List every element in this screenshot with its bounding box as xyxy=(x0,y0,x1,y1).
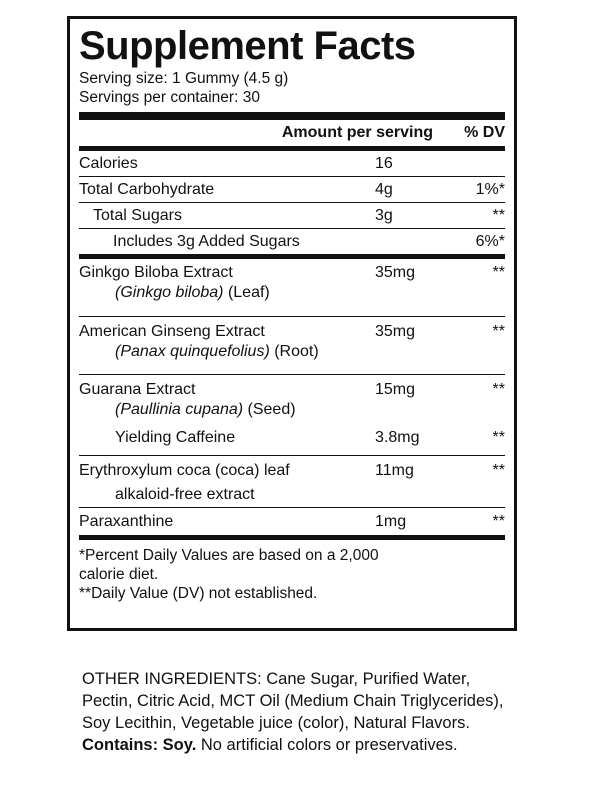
supplement-facts-panel xyxy=(67,16,517,631)
column-header xyxy=(79,120,505,146)
row-ginkgo: Ginkgo Biloba Extract (Ginkgo biloba) (Leaf) 35mg ** xyxy=(79,264,505,301)
medium-divider-3 xyxy=(79,535,505,540)
panel-title: Supplement Facts xyxy=(79,24,416,68)
other-ingredients: OTHER INGREDIENTS: Cane Sugar, Purified Water, Pectin, Citric Acid, MCT Oil (Medium Chain Triglycerides), Soy Lecithin, Vegetable juice (color), Natural Flavors. Contains: Soy. No artificial colors or preservatives. xyxy=(82,670,504,754)
amount-per-serving-header: Amount per serving xyxy=(281,124,433,141)
dv-header: % DV xyxy=(464,124,505,141)
row-caffeine: Yielding Caffeine 3.8mg ** xyxy=(115,429,505,446)
footnotes: *Percent Daily Values are based on a 2,000 calorie diet. **Daily Value (DV) not established. xyxy=(79,547,379,602)
row-total-sugars: Total Sugars 3g ** xyxy=(79,202,505,228)
row-paraxanthine: Paraxanthine 1mg ** xyxy=(79,507,505,535)
row-coca: Erythroxylum coca (coca) leaf alkaloid-free extract 11mg ** xyxy=(79,455,505,507)
row-guarana: Guarana Extract (Paullinia cupana) (Seed) 15mg ** xyxy=(79,374,505,421)
row-ginseng: American Ginseng Extract (Panax quinquefolius) (Root) 35mg ** xyxy=(79,316,505,374)
contains-allergen: Contains: Soy. xyxy=(82,736,197,754)
row-calories: Calories 16 xyxy=(79,154,393,172)
row-total-carbohydrate: Total Carbohydrate 4g 1%* xyxy=(79,176,505,202)
servings-per-container: Servings per container: 30 xyxy=(79,89,260,106)
row-added-sugars: Includes 3g Added Sugars 6%* xyxy=(79,228,505,254)
serving-size: Serving size: 1 Gummy (4.5 g) xyxy=(79,70,289,87)
thick-divider xyxy=(79,112,505,120)
